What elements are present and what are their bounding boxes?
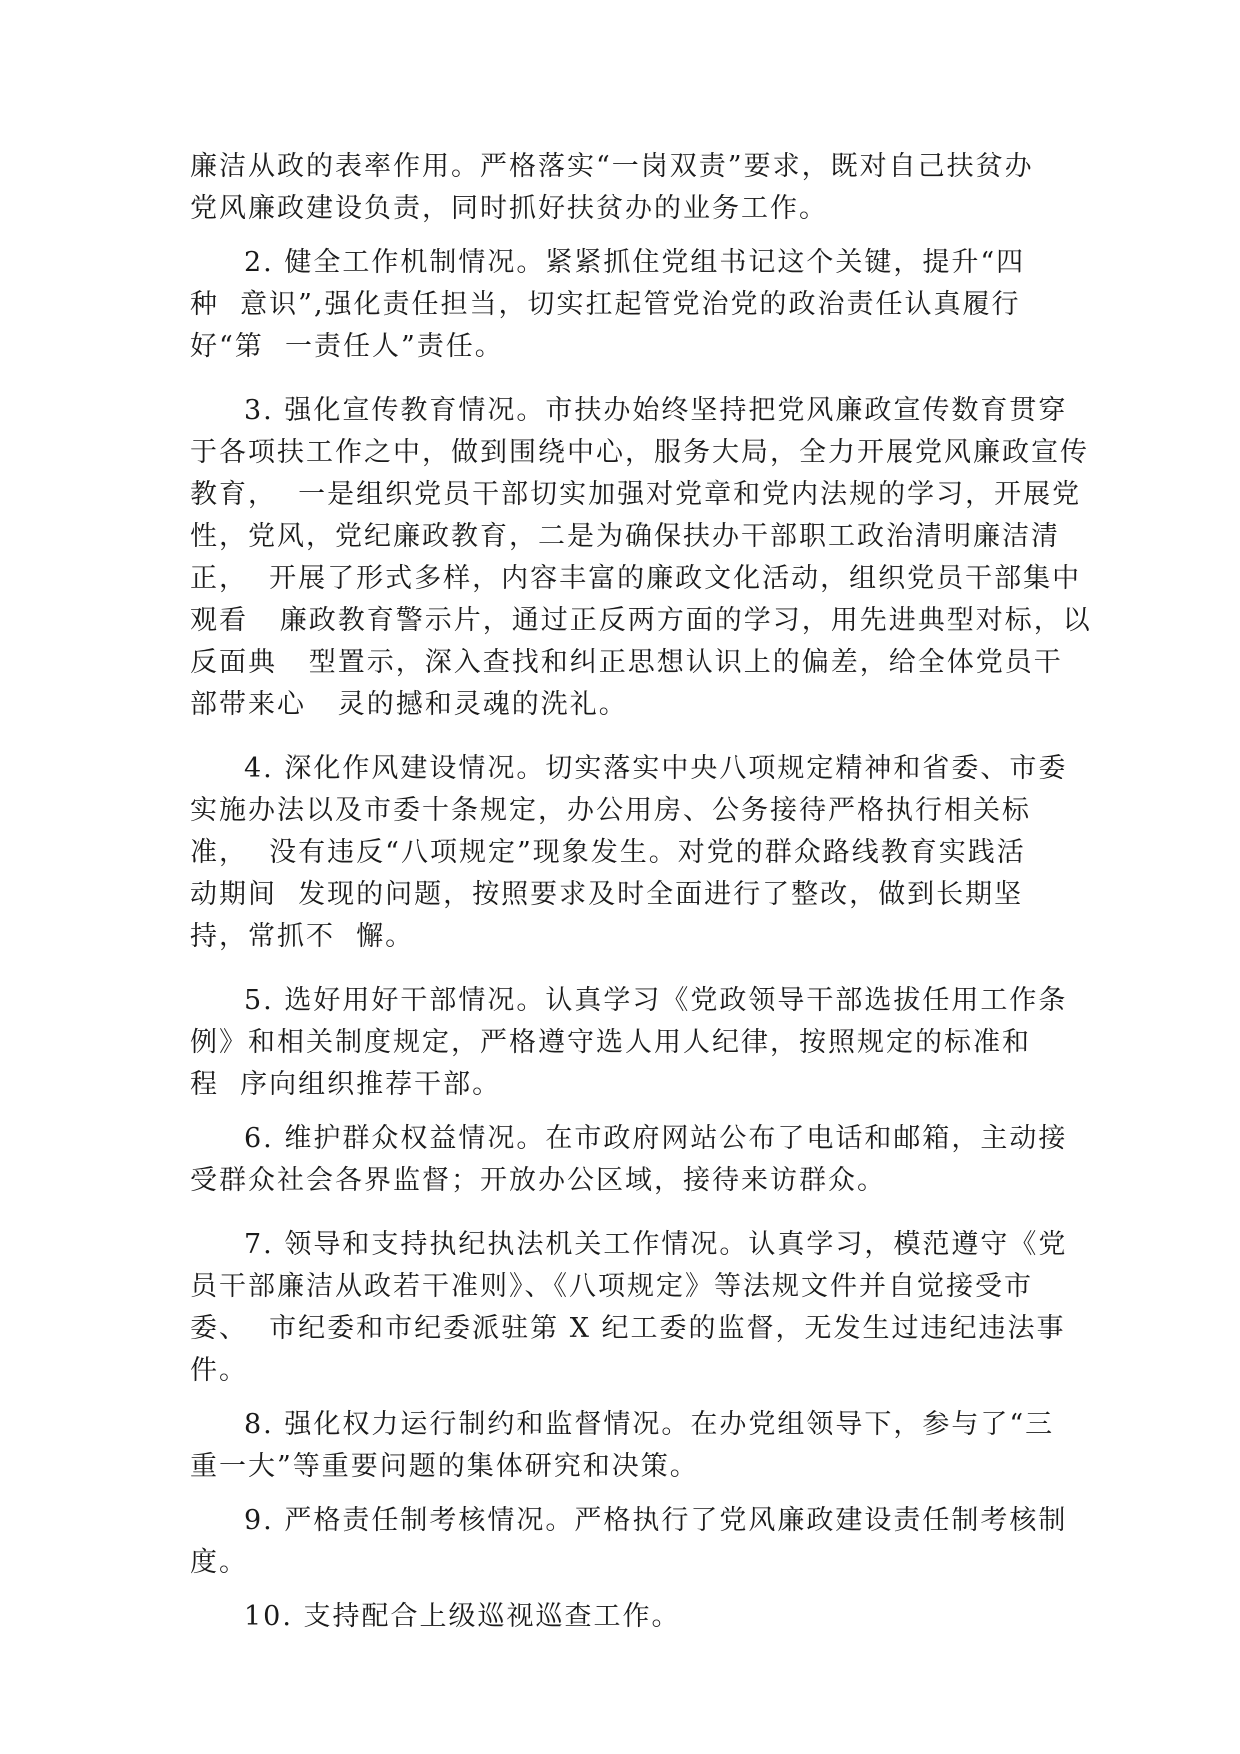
text-line: 动期间 发现的问题，按照要求及时全面进行了整改，做到长期坚 [190, 879, 1024, 910]
paragraph-item-9 [190, 1500, 1068, 1584]
text-line: 部带来心 灵的撼和灵魂的洗礼。 [190, 689, 628, 720]
text-line: 5. 选好用好干部情况。认真学习《党政领导干部选拔任用工作条 [244, 985, 1068, 1016]
paragraph-item-6 [190, 1118, 1068, 1202]
paragraph-item-7 [190, 1224, 1068, 1392]
text-line: 廉洁从政的表率作用。严格落实“一岗双责”要求，既对自己扶贫办 [190, 151, 1034, 182]
paragraph-item-5 [190, 980, 1068, 1106]
text-line: 10. 支持配合上级巡视巡查工作。 [244, 1601, 681, 1632]
paragraph-item-4 [190, 748, 1068, 958]
paragraph-item-10 [190, 1596, 1060, 1638]
text-line: 持，常抓不 懈。 [190, 921, 415, 952]
text-line: 好“第 一责任人”责任。 [190, 331, 504, 362]
text-line: 受群众社会各界监督；开放办公区域，接待来访群众。 [190, 1165, 886, 1196]
text-line: 8. 强化权力运行制约和监督情况。在办党组领导下，参与了“三 [244, 1409, 1055, 1440]
text-line: 委、 市纪委和市纪委派驻第 X 纪工委的监督，无发生过违纪违法事 [190, 1313, 1066, 1344]
paragraph-continuation [190, 146, 1060, 230]
text-line: 反面典 型置示，深入查找和纠正思想认识上的偏差，给全体党员干 [190, 647, 1063, 678]
text-line: 7. 领导和支持执纪执法机关工作情况。认真学习，模范遵守《党 [244, 1229, 1068, 1260]
paragraph-item-3 [190, 390, 1092, 726]
paragraph-item-8 [190, 1404, 1060, 1488]
text-line: 例》和相关制度规定，严格遵守选人用人纪律，按照规定的标准和 [190, 1027, 1031, 1058]
text-line: 教育， 一是组织党员干部切实加强对党章和党内法规的学习，开展党 [190, 479, 1082, 510]
text-line: 党风廉政建设负责，同时抓好扶贫办的业务工作。 [190, 193, 828, 224]
text-line: 重一大”等重要问题的集体研究和决策。 [190, 1451, 699, 1482]
text-line: 正， 开展了形式多样，内容丰富的廉政文化活动，组织党员干部集中 [190, 563, 1082, 594]
text-line: 员干部廉洁从政若干准则》、《八项规定》等法规文件并自觉接受市 [190, 1271, 1033, 1302]
text-line: 6. 维护群众权益情况。在市政府网站公布了电话和邮箱，主动接 [244, 1123, 1068, 1154]
text-line: 9. 严格责任制考核情况。严格执行了党风廉政建设责任制考核制 [244, 1505, 1068, 1536]
text-line: 度。 [190, 1547, 248, 1578]
text-line: 于各项扶工作之中，做到围绕中心，服务大局，全力开展党风廉政宣传 [190, 437, 1089, 468]
document-body [190, 146, 1092, 1638]
text-line: 3. 强化宣传教育情况。市扶办始终坚持把党风廉政宣传数育贯穿 [244, 395, 1068, 426]
text-line: 程 序向组织推荐干部。 [190, 1069, 502, 1100]
text-line: 观看 廉政教育警示片，通过正反两方面的学习，用先进典型对标，以 [190, 605, 1092, 636]
text-line: 种 意识”,强化责任担当，切实扛起管党治党的政治责任认真履行 [190, 289, 1021, 320]
text-line: 性，党风，党纪廉政教育，二是为确保扶办干部职工政治清明廉洁清 [190, 521, 1060, 552]
paragraph-item-2 [190, 242, 1060, 368]
text-line: 4. 深化作风建设情况。切实落实中央八项规定精神和省委、市委 [244, 753, 1068, 784]
text-line: 实施办法以及市委十条规定，办公用房、公务接待严格执行相关标 [190, 795, 1031, 826]
text-line: 2. 健全工作机制情况。紧紧抓住党组书记这个关键，提升“四 [244, 247, 1026, 278]
text-line: 件。 [190, 1355, 248, 1386]
text-line: 准， 没有违反“八项规定”现象发生。对党的群众路线教育实践活 [190, 837, 1026, 868]
